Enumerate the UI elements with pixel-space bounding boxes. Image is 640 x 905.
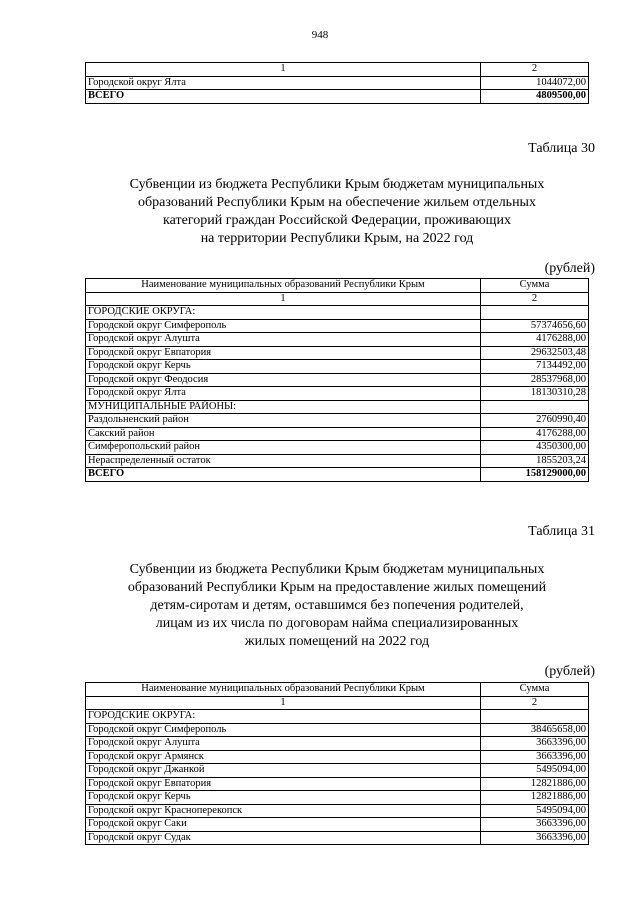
row-sum: 1855203,24 [481,454,589,468]
row-name: Городской округ Ялта [86,76,481,90]
row-name: Городской округ Судак [86,831,481,845]
section-row [86,710,589,724]
column-number-1: 1 [86,63,481,77]
row-name: Городской округ Евпатория [86,777,481,791]
row-sum: 12821886,00 [481,791,589,805]
title-line: лицам из их числа по договорам найма специализированных [155,616,519,631]
column-header-name: Наименование муниципальных образований Республики Крым [86,683,481,697]
column-header-name: Наименование муниципальных образований Республики Крым [86,279,481,293]
table-row [86,373,589,387]
column-header-sum: Сумма [481,279,589,293]
total-sum: 158129000,00 [481,468,589,482]
table-row [86,319,589,333]
table-row [86,804,589,818]
row-sum [481,710,589,724]
table-column-numbers [86,696,589,710]
table-row [86,818,589,832]
table-row [86,76,589,90]
row-name: Городской округ Феодосия [86,373,481,387]
row-name: Городской округ Симферополь [86,723,481,737]
row-name: Городской округ Симферополь [86,319,481,333]
column-number-1: 1 [86,696,481,710]
title-line: жилых помещений на 2022 год [244,634,430,649]
row-sum: 4176288,00 [481,333,589,347]
title-line: категорий граждан Российской Федерации, проживающих [163,213,511,228]
table-header-row [86,279,589,293]
section-row [86,306,589,320]
row-name: Нераспределенный остаток [86,454,481,468]
row-sum: 3663396,00 [481,831,589,845]
row-sum: 2760990,40 [481,414,589,428]
row-name: Городской округ Керчь [86,791,481,805]
row-name: Городской округ Армянск [86,750,481,764]
column-number-2: 2 [481,696,589,710]
total-row [86,90,589,104]
table-continuation [85,62,589,104]
title-line: на территории Республики Крым, на 2022 год [200,231,474,246]
row-name: Городской округ Евпатория [86,346,481,360]
row-sum [481,306,589,320]
row-sum: 3663396,00 [481,737,589,751]
row-name: Сакский район [86,427,481,441]
row-sum: 7134492,00 [481,360,589,374]
table-row [86,777,589,791]
row-sum: 12821886,00 [481,777,589,791]
table-row [86,764,589,778]
table-row [86,723,589,737]
column-number-2: 2 [481,63,589,77]
column-header-sum: Сумма [481,683,589,697]
table-row [86,360,589,374]
row-sum: 57374656,60 [481,319,589,333]
table-row [86,831,589,845]
row-sum: 3663396,00 [481,818,589,832]
row-sum: 5495094,00 [481,804,589,818]
row-sum: 28537968,00 [481,373,589,387]
table-row [86,750,589,764]
row-sum: 5495094,00 [481,764,589,778]
page-number: 948 [311,29,329,41]
title-line: образований Республики Крым на обеспечение жильем отдельных [138,195,536,210]
row-name: Городской округ Алушта [86,737,481,751]
section-row [86,400,589,414]
table-31 [85,682,589,845]
table-31-units: (рублей) [544,664,595,679]
row-name: Городской округ Красноперекопск [86,804,481,818]
row-name: Городской округ Алушта [86,333,481,347]
row-name: Раздольненский район [86,414,481,428]
table-header-row [86,683,589,697]
table-column-numbers [86,63,589,77]
row-sum: 18130310,28 [481,387,589,401]
table-row [86,427,589,441]
table-row [86,454,589,468]
column-number-1: 1 [86,292,481,306]
table-row [86,414,589,428]
table-30-title [85,176,589,248]
total-label: ВСЕГО [86,468,481,482]
row-sum [481,400,589,414]
row-sum: 29632503,48 [481,346,589,360]
title-line: детям-сиротам и детям, оставшимся без попечения родителей, [150,598,524,613]
table-row [86,346,589,360]
row-name: Городской округ Джанкой [86,764,481,778]
table-row [86,441,589,455]
table-30 [85,278,589,482]
title-line: Субвенции из бюджета Республики Крым бюджетам муниципальных [129,562,545,577]
row-name: МУНИЦИПАЛЬНЫЕ РАЙОНЫ: [86,400,481,414]
table-row [86,333,589,347]
table-30-units: (рублей) [544,261,595,276]
total-row [86,468,589,482]
table-row [86,737,589,751]
row-sum: 4350300,00 [481,441,589,455]
row-name: Симферопольский район [86,441,481,455]
table-column-numbers [86,292,589,306]
row-sum: 38465658,00 [481,723,589,737]
table-row [86,387,589,401]
row-sum: 1044072,00 [481,76,589,90]
table-31-label: Таблица 31 [528,524,595,539]
row-sum: 4176288,00 [481,427,589,441]
row-name: ГОРОДСКИЕ ОКРУГА: [86,710,481,724]
row-name: Городской округ Керчь [86,360,481,374]
table-row [86,791,589,805]
table-31-title [85,561,589,651]
title-line: Субвенции из бюджета Республики Крым бюджетам муниципальных [129,177,545,192]
table-30-label: Таблица 30 [528,141,595,156]
title-line: образований Республики Крым на предоставление жилых помещений [127,580,547,595]
row-sum: 3663396,00 [481,750,589,764]
row-name: Городской округ Ялта [86,387,481,401]
total-label: ВСЕГО [86,90,481,104]
total-sum: 4809500,00 [481,90,589,104]
row-name: ГОРОДСКИЕ ОКРУГА: [86,306,481,320]
column-number-2: 2 [481,292,589,306]
row-name: Городской округ Саки [86,818,481,832]
